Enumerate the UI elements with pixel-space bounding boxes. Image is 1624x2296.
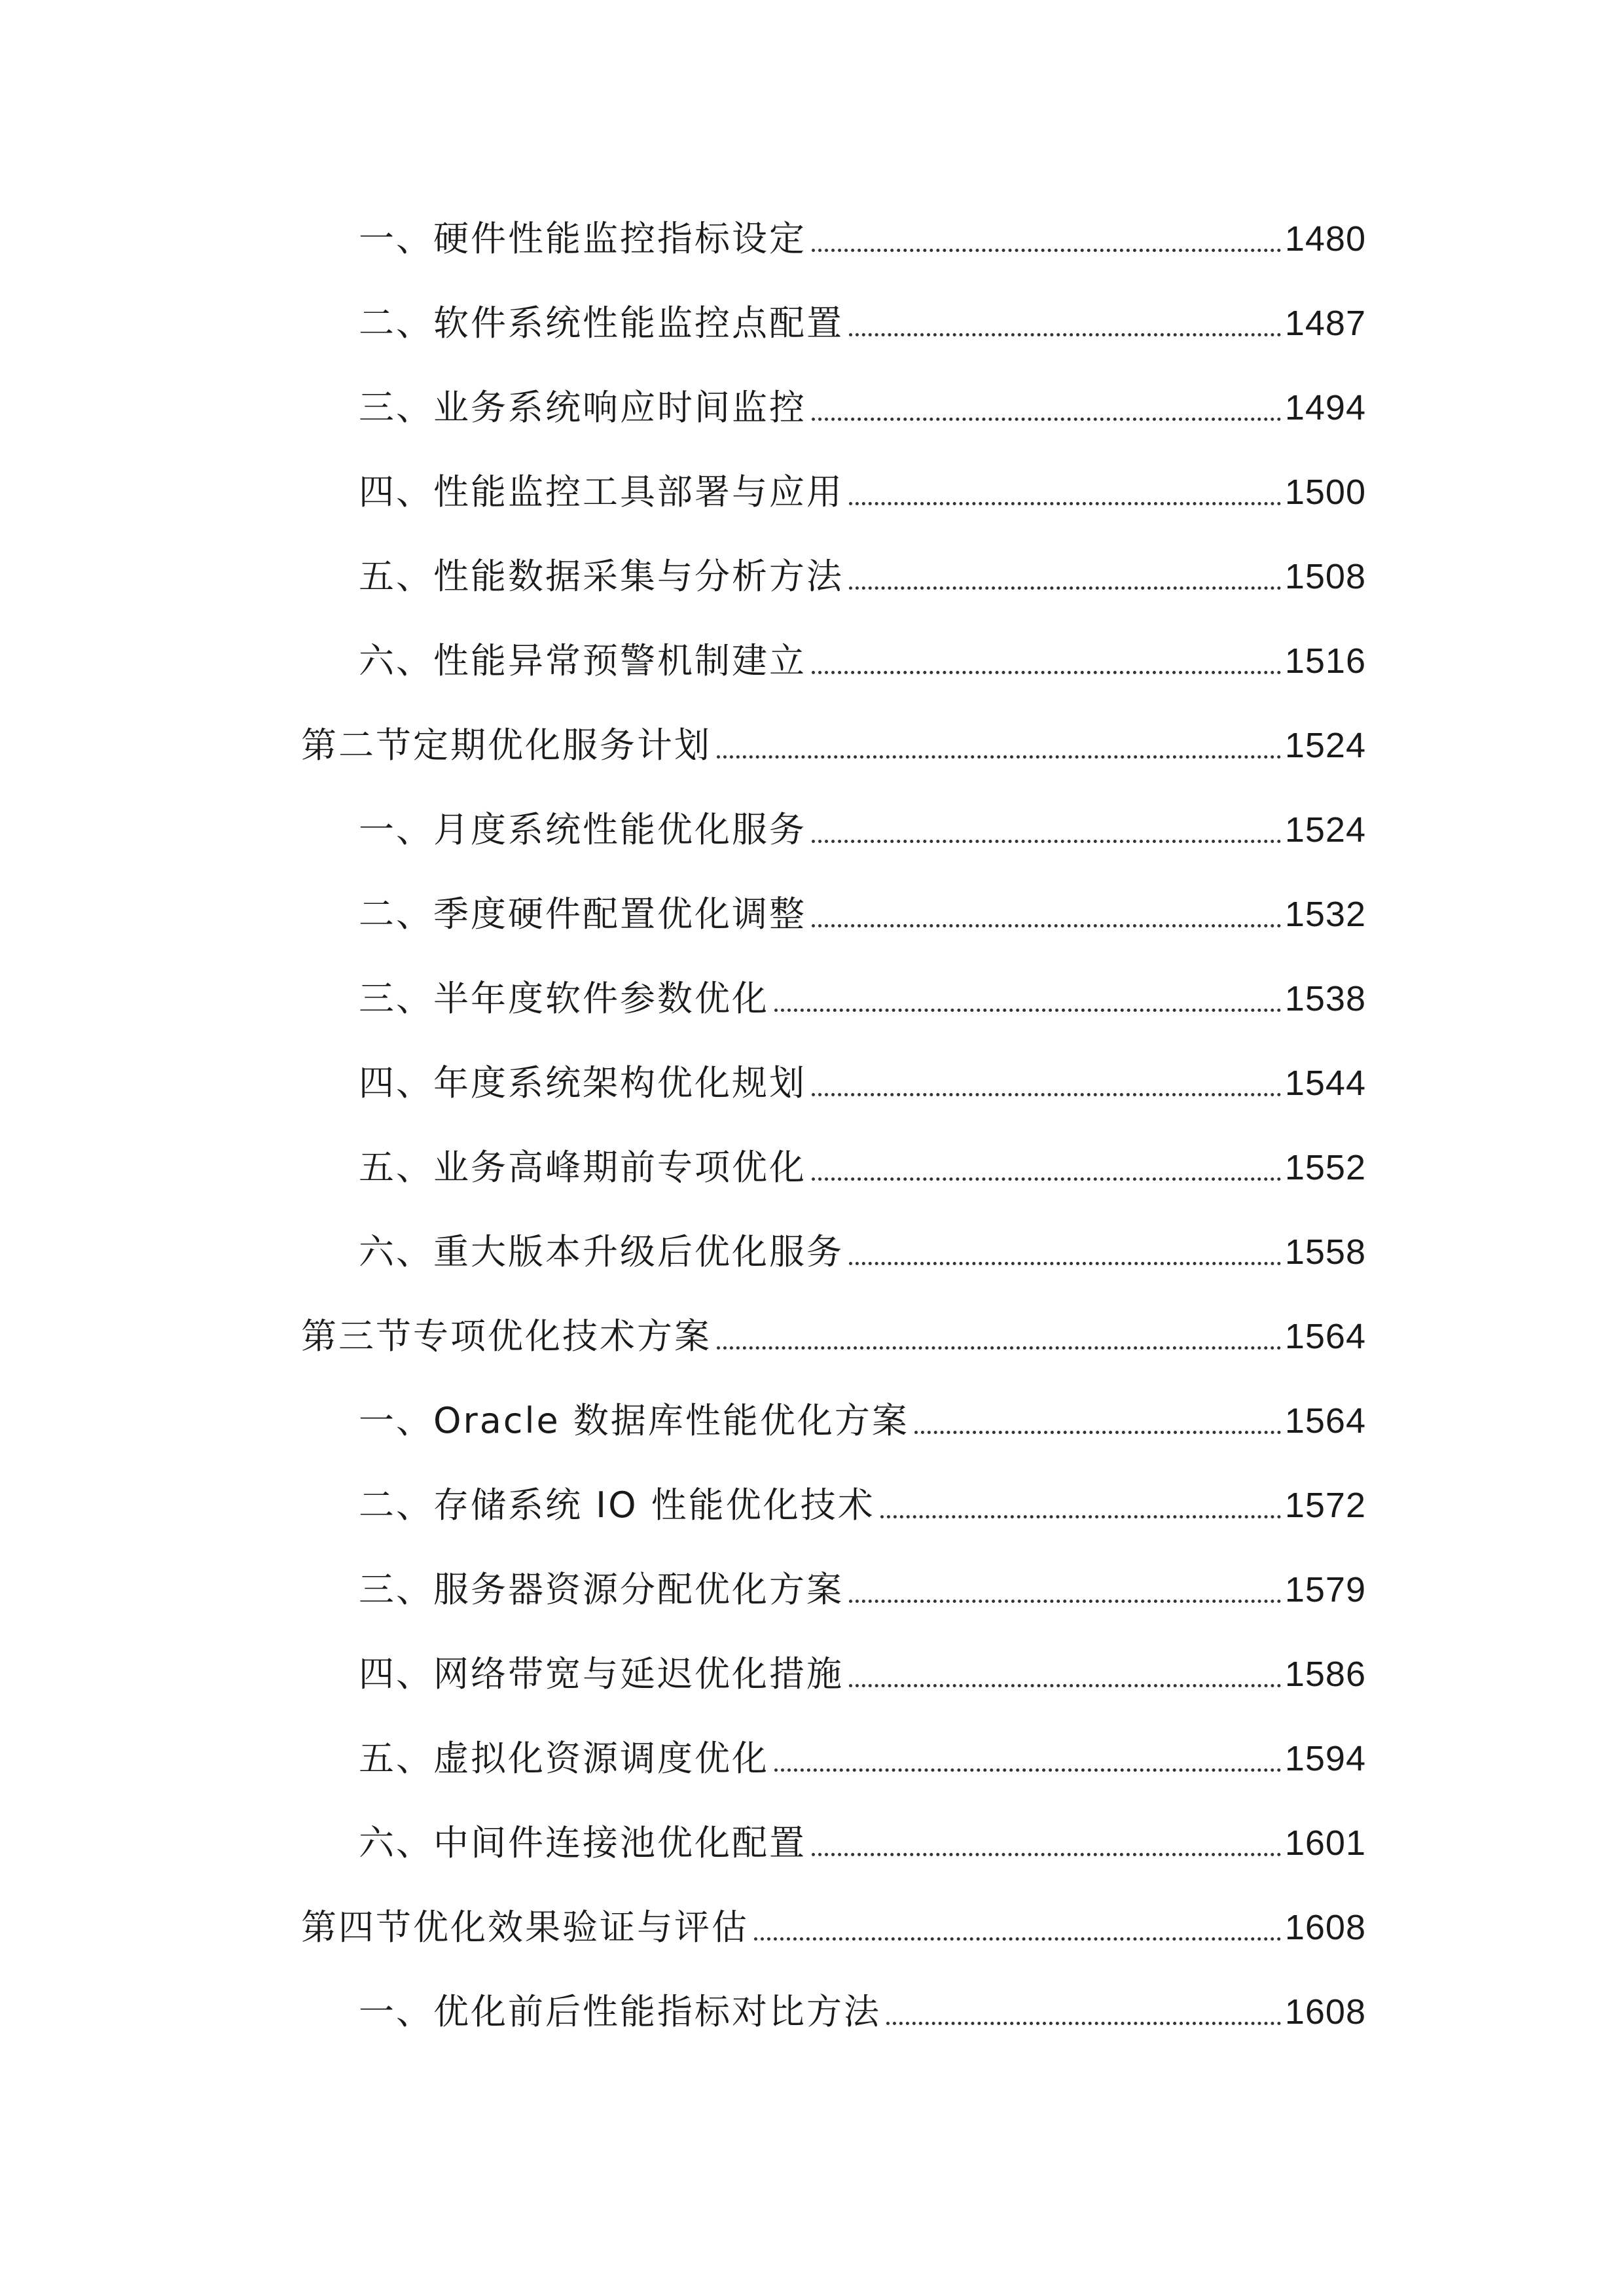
dot-leader: [849, 502, 1281, 505]
toc-section-entry[interactable]: [301, 1310, 1366, 1363]
toc-entry-title: 三、业务系统响应时间监控: [359, 387, 806, 428]
toc-entry-title: 六、中间件连接池优化配置: [359, 1822, 806, 1863]
toc-entry-title: 三、服务器资源分配优化方案: [359, 1569, 844, 1610]
dot-leader: [812, 1853, 1281, 1856]
dot-leader: [774, 1768, 1281, 1772]
toc-entry-title: 一、月度系统性能优化服务: [359, 809, 806, 850]
toc-entry-page: 1564: [1284, 1317, 1366, 1356]
dot-leader: [754, 1937, 1281, 1941]
toc-entry-title: 六、性能异常预警机制建立: [359, 640, 806, 681]
toc-entry-page: 1608: [1284, 1992, 1366, 2032]
toc-entry[interactable]: [359, 804, 1366, 856]
toc-entry-page: 1572: [1284, 1486, 1366, 1525]
toc-entry-page: 1552: [1284, 1148, 1366, 1187]
dot-leader: [849, 1600, 1281, 1603]
toc-entry[interactable]: [359, 1141, 1366, 1194]
toc-entry-page: 1494: [1284, 388, 1366, 427]
toc-entry-page: 1480: [1284, 219, 1366, 259]
toc-entry[interactable]: [359, 382, 1366, 434]
dot-leader: [717, 755, 1281, 759]
toc-entry[interactable]: [359, 1817, 1366, 1869]
dot-leader: [812, 1093, 1281, 1096]
toc-entry[interactable]: [359, 973, 1366, 1025]
dot-leader: [774, 1009, 1281, 1012]
dot-leader: [849, 1262, 1281, 1265]
toc-entry-title: 第三节专项优化技术方案: [301, 1316, 712, 1357]
toc-entry-title: 四、年度系统架构优化规划: [359, 1062, 806, 1103]
toc-entry-page: 1500: [1284, 473, 1366, 512]
dot-leader: [880, 1515, 1281, 1518]
dot-leader: [886, 2022, 1281, 2025]
toc-entry[interactable]: [359, 635, 1366, 687]
toc-entry-title: 四、网络带宽与延迟优化措施: [359, 1653, 844, 1695]
toc-entry-title: 三、半年度软件参数优化: [359, 978, 769, 1019]
toc-entry-title: 四、性能监控工具部署与应用: [359, 471, 844, 512]
toc-entry-title: 二、存储系统 IO 性能优化技术: [359, 1484, 875, 1526]
dot-leader: [849, 1684, 1281, 1687]
toc-entry-title: 一、硬件性能监控指标设定: [359, 218, 806, 259]
toc-entry[interactable]: [359, 1564, 1366, 1616]
toc-entry-title: 二、软件系统性能监控点配置: [359, 302, 844, 344]
toc-entry-page: 1544: [1284, 1064, 1366, 1103]
toc-entry-page: 1601: [1284, 1823, 1366, 1863]
toc-entry[interactable]: [359, 1057, 1366, 1109]
toc-entry-page: 1524: [1284, 726, 1366, 765]
toc-entry-title: 五、业务高峰期前专项优化: [359, 1147, 806, 1188]
toc-entry-title: 一、优化前后性能指标对比方法: [359, 1991, 881, 2032]
dot-leader: [849, 586, 1281, 590]
toc-entry[interactable]: [359, 466, 1366, 518]
toc-entry[interactable]: [359, 1395, 1366, 1447]
toc-entry[interactable]: [359, 1986, 1366, 2038]
toc-entry[interactable]: [359, 1479, 1366, 1532]
toc-entry-page: 1516: [1284, 641, 1366, 681]
toc-entry-title: 五、性能数据采集与分析方法: [359, 556, 844, 597]
toc-entry-title: 第二节定期优化服务计划: [301, 725, 712, 766]
toc-entry-page: 1558: [1284, 1232, 1366, 1272]
toc-entry-page: 1524: [1284, 810, 1366, 850]
toc-entry-title: 第四节优化效果验证与评估: [301, 1907, 749, 1948]
toc-entry[interactable]: [359, 888, 1366, 941]
toc-section-entry[interactable]: [301, 719, 1366, 772]
dot-leader: [812, 671, 1281, 674]
toc-entry-page: 1586: [1284, 1655, 1366, 1694]
dot-leader: [812, 1177, 1281, 1181]
toc-entry-page: 1579: [1284, 1570, 1366, 1609]
toc-entry-page: 1608: [1284, 1908, 1366, 1947]
dot-leader: [914, 1431, 1281, 1434]
toc-entry-page: 1564: [1284, 1401, 1366, 1441]
dot-leader: [717, 1346, 1281, 1350]
dot-leader: [812, 249, 1281, 252]
toc-entry[interactable]: [359, 550, 1366, 603]
toc-entry[interactable]: [359, 1732, 1366, 1785]
dot-leader: [812, 418, 1281, 421]
toc-entry-title: 六、重大版本升级后优化服务: [359, 1231, 844, 1272]
toc-entry[interactable]: [359, 1648, 1366, 1700]
toc-entry-title: 五、虚拟化资源调度优化: [359, 1738, 769, 1779]
toc-entry-page: 1532: [1284, 895, 1366, 934]
toc-entry[interactable]: [359, 213, 1366, 265]
toc-entry[interactable]: [359, 297, 1366, 350]
toc-entry-title: 一、Oracle 数据库性能优化方案: [359, 1400, 909, 1441]
dot-leader: [812, 924, 1281, 927]
dot-leader: [849, 333, 1281, 336]
toc-entry[interactable]: [359, 1226, 1366, 1278]
toc-section-entry[interactable]: [301, 1901, 1366, 1954]
toc-entry-page: 1538: [1284, 979, 1366, 1018]
toc-entry-page: 1508: [1284, 557, 1366, 596]
toc-entry-page: 1594: [1284, 1739, 1366, 1778]
toc-entry-page: 1487: [1284, 304, 1366, 343]
toc-entry-title: 二、季度硬件配置优化调整: [359, 893, 806, 935]
dot-leader: [812, 840, 1281, 843]
